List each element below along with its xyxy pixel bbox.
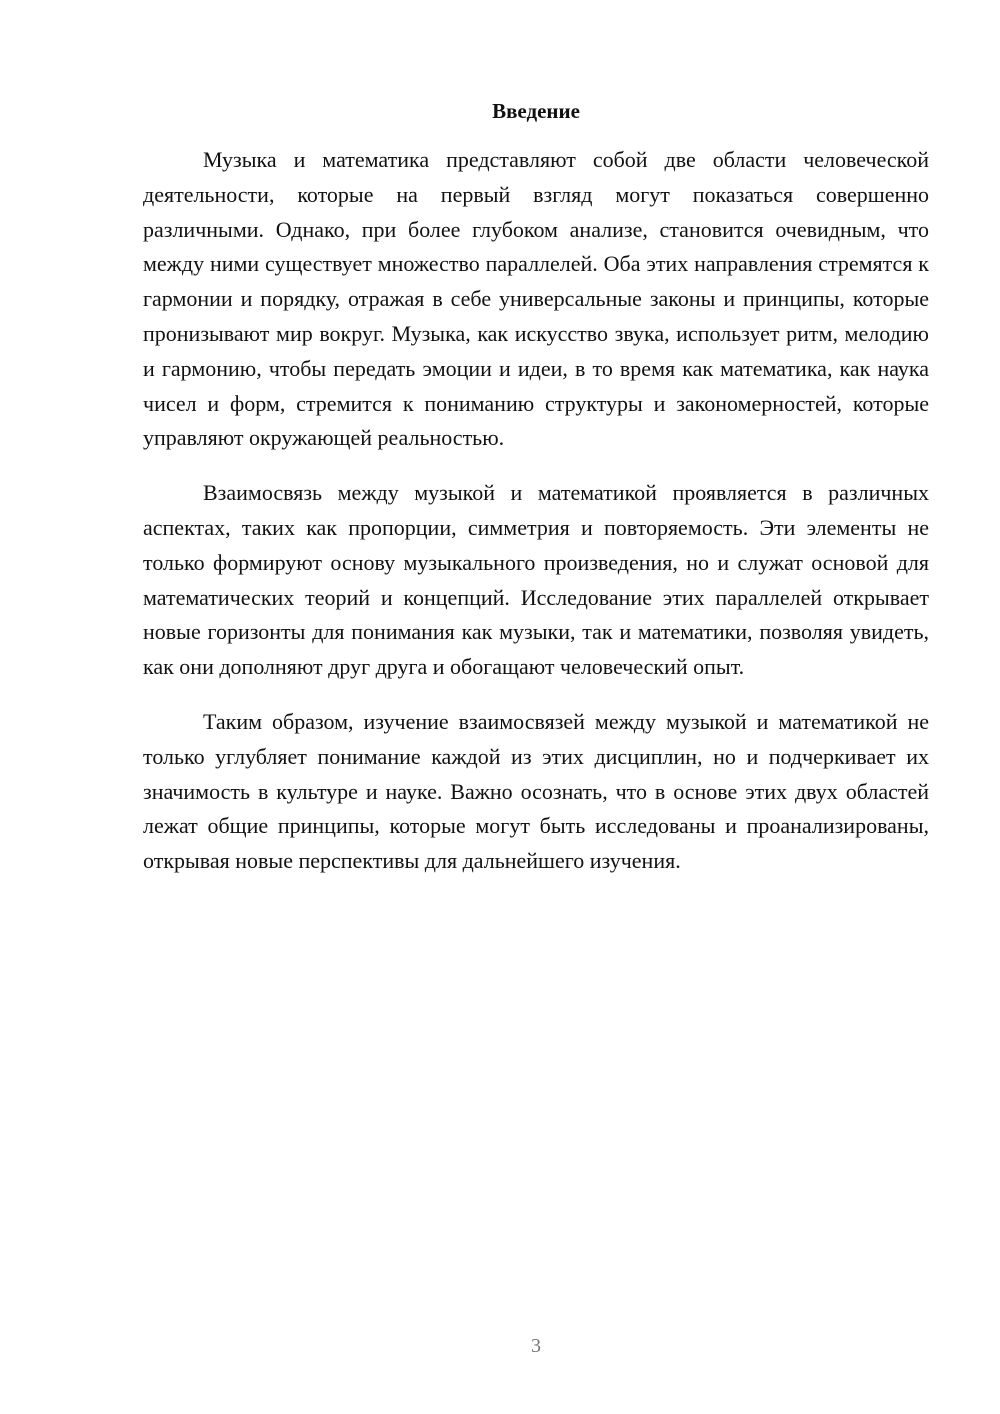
paragraph-3: Таким образом, изучение взаимосвязей между музыкой и математикой не только углубляет понимание каждой из этих дисциплин, но и подчеркивает их значимость в культуре и науке. Важно осознать, что в основе этих двух областей лежат общие принципы, которые могут быть исследованы и проанализированы, открывая новые перспективы для дальнейшего изучения. xyxy=(143,708,929,874)
section-title: Введение xyxy=(492,99,580,123)
paragraph-2: Взаимосвязь между музыкой и математикой проявляется в различных аспектах, таких как пропорции, симметрия и повторяемость. Эти элементы не только формируют основу музыкального произведения, но и служат основой для математических теорий и концепций. Исследование этих параллелей открывает новые горизонты для понимания как музыки, так и математики, позволяя увидеть, как они дополняют друг друга и обогащают человеческий опыт. xyxy=(143,480,929,680)
page-number: 3 xyxy=(531,1335,541,1357)
body-text xyxy=(143,143,929,899)
paragraph-1: Музыка и математика представляют собой две области человеческой деятельности, которые на первый взгляд могут показаться совершенно различными. Однако, при более глубоком анализе, становится очевидным, что между ними существует множество параллелей. Оба этих направления стремятся к гармонии и порядку, отражая в себе универсальные законы и принципы, которые пронизывают мир вокруг. Музыка, как искусство звука, использует ритм, мелодию и гармонию, чтобы передать эмоции и идеи, в то время как математика, как наука чисел и форм, стремится к пониманию структуры и закономерностей, которые управляют окружающей реальностью. xyxy=(143,147,929,451)
